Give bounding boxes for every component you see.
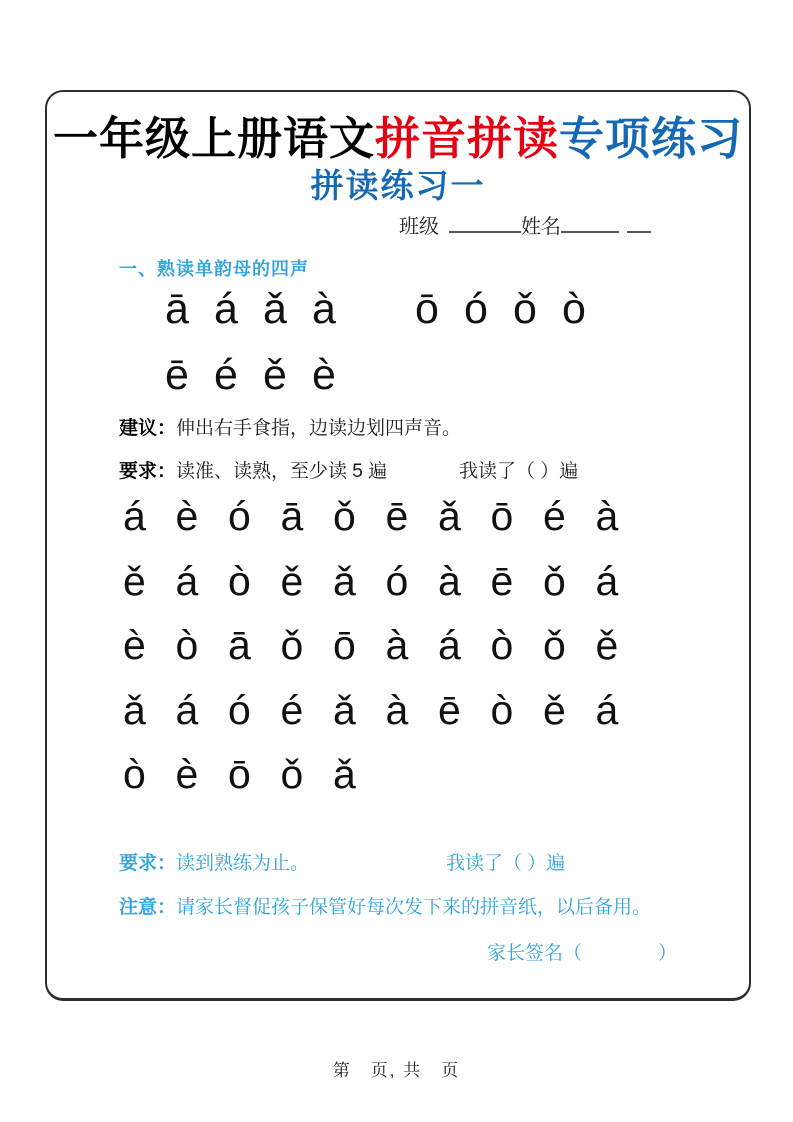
pinyin-letter: ò bbox=[228, 557, 251, 604]
self-report-count-1: 我读了（ ）遍 bbox=[459, 461, 579, 482]
pinyin-letter: à bbox=[595, 493, 619, 539]
pinyin-letter: à bbox=[385, 686, 409, 733]
pinyin-tone-letter: ó bbox=[464, 285, 488, 333]
pinyin-letter: ò bbox=[490, 686, 514, 733]
pinyin-letter: á bbox=[595, 557, 619, 604]
pinyin-letter: ǎ bbox=[333, 686, 356, 733]
pinyin-letter: ā bbox=[280, 493, 304, 539]
parent-signature-line: 家长签名（ ） bbox=[487, 943, 678, 964]
pinyin-tone-letter: ǎ bbox=[263, 285, 287, 333]
pinyin-letter: ā bbox=[228, 622, 251, 668]
pinyin-letter: ó bbox=[228, 493, 251, 539]
pinyin-letter: ē bbox=[385, 493, 409, 539]
pinyin-letter: á bbox=[175, 686, 199, 733]
pinyin-letter: ǒ bbox=[543, 622, 566, 668]
pinyin-letter: ò bbox=[175, 622, 199, 668]
pinyin-tone-letter: à bbox=[312, 285, 336, 333]
requirement-line-1 bbox=[119, 460, 733, 484]
pinyin-tone-letter: ā bbox=[165, 285, 189, 333]
class-underline bbox=[449, 215, 521, 233]
requirement2-text: 读到熟练为止。 bbox=[176, 853, 310, 874]
pinyin-letter: à bbox=[438, 557, 461, 604]
pinyin-letter: ě bbox=[123, 557, 146, 604]
pinyin-letter: ě bbox=[595, 622, 619, 668]
pinyin-tone-letter: é bbox=[214, 351, 238, 399]
name-underline bbox=[561, 215, 619, 233]
pinyin-letter: ǎ bbox=[333, 557, 356, 604]
pinyin-letter: á bbox=[595, 686, 619, 733]
pinyin-letter: á bbox=[438, 622, 461, 668]
requirement1-label: 要求： bbox=[119, 461, 177, 482]
pinyin-letter: ó bbox=[385, 557, 409, 604]
grid-row bbox=[123, 686, 648, 755]
pinyin-tone-letter: ě bbox=[263, 351, 287, 399]
pinyin-letter: ě bbox=[280, 557, 304, 604]
pinyin-letter: é bbox=[543, 493, 566, 539]
grid-row bbox=[123, 557, 648, 626]
name-label: 姓名 bbox=[521, 216, 561, 238]
pinyin-letter: è bbox=[123, 622, 146, 668]
pinyin-tone-letter: ē bbox=[165, 351, 189, 399]
pinyin-letter: á bbox=[123, 493, 146, 539]
advice-text: 伸出右手食指，边读边划四声音。 bbox=[176, 418, 462, 439]
pinyin-letter: ō bbox=[333, 622, 356, 668]
grid-row bbox=[123, 493, 648, 561]
pinyin-letter: ē bbox=[490, 557, 514, 604]
pinyin-tone-letter: ǒ bbox=[513, 285, 537, 333]
pinyin-letter: ē bbox=[438, 686, 461, 733]
grid-row bbox=[123, 622, 648, 690]
title-part-special: 专项练习 bbox=[559, 114, 744, 164]
pinyin-letter: è bbox=[175, 493, 199, 539]
pinyin-tone-letter: á bbox=[214, 285, 238, 333]
pinyin-drill-grid bbox=[123, 493, 648, 819]
pinyin-letter: ě bbox=[543, 686, 566, 733]
pinyin-letter: ǎ bbox=[333, 751, 356, 797]
pinyin-letter: é bbox=[280, 686, 304, 733]
page-number-footer: 第 页, 共 页 bbox=[332, 1061, 461, 1080]
pinyin-letter: ǒ bbox=[543, 557, 566, 604]
class-label: 班级 bbox=[399, 216, 439, 238]
self-report-count-2: 我读了（ ）遍 bbox=[446, 853, 566, 874]
pinyin-letter: ō bbox=[228, 751, 251, 797]
pinyin-letter: ò bbox=[490, 622, 514, 668]
advice-label: 建议： bbox=[119, 418, 177, 439]
pinyin-letter: ǒ bbox=[333, 493, 356, 539]
pinyin-letter: ǎ bbox=[123, 686, 146, 733]
notice-text: 请家长督促孩子保管好每次发下来的拼音纸，以后备用。 bbox=[176, 897, 652, 918]
advice-line bbox=[119, 417, 733, 441]
title-part-pinyin: 拼音拼读 bbox=[374, 114, 559, 164]
pinyin-tone-letter: ō bbox=[415, 285, 439, 333]
pinyin-letter: ǒ bbox=[280, 622, 304, 668]
pinyin-letter: ō bbox=[490, 493, 514, 539]
title-part-grade: 一年级上册语文 bbox=[52, 114, 375, 164]
pinyin-letter: à bbox=[385, 622, 409, 668]
tone-row-e bbox=[165, 351, 361, 399]
notice-line bbox=[119, 896, 733, 920]
worksheet-border bbox=[45, 90, 751, 1001]
pinyin-tone-letter: ò bbox=[562, 285, 586, 333]
page-title bbox=[47, 102, 749, 167]
notice-label: 注意： bbox=[119, 897, 177, 918]
pinyin-letter: ò bbox=[123, 751, 146, 797]
pinyin-letter: ǎ bbox=[438, 493, 461, 539]
requirement-line-2 bbox=[119, 852, 733, 876]
requirement2-label: 要求： bbox=[119, 853, 177, 874]
pinyin-letter: ó bbox=[228, 686, 251, 733]
grid-row bbox=[123, 751, 648, 819]
section-heading: 一、熟读单韵母的四声 bbox=[119, 259, 309, 279]
pinyin-letter: ǒ bbox=[280, 751, 304, 797]
pinyin-letter: è bbox=[175, 751, 199, 797]
requirement1-text: 读准、读熟，至少读 5 遍 bbox=[176, 461, 388, 482]
name-underline-short bbox=[627, 215, 651, 233]
tone-row-a bbox=[165, 285, 361, 333]
tone-row-o bbox=[415, 285, 611, 333]
pinyin-letter: á bbox=[175, 557, 199, 604]
worksheet-subtitle: 拼读练习一 bbox=[310, 169, 486, 205]
pinyin-tone-letter: è bbox=[312, 351, 336, 399]
class-name-line bbox=[399, 210, 651, 239]
